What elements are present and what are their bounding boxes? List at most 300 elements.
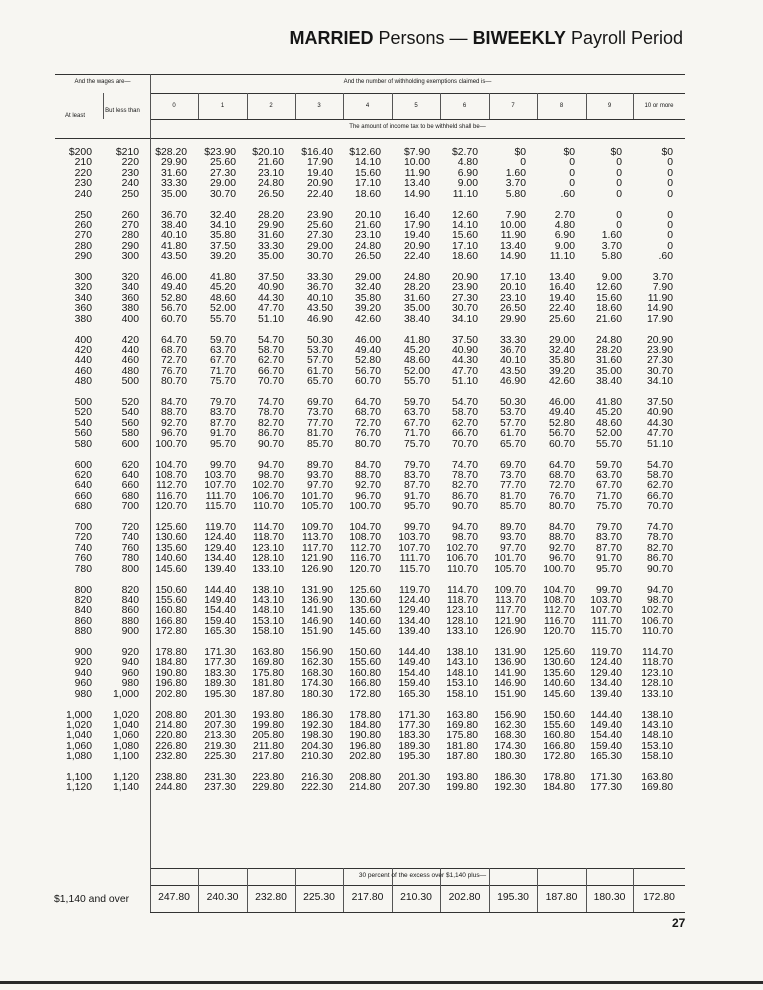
- but-less-than-cell: 600: [121, 438, 139, 450]
- tax-cell: 168.30: [301, 667, 333, 679]
- tax-cell: 199.80: [446, 782, 478, 794]
- tax-cell: 21.60: [354, 219, 381, 231]
- tax-cell: 29.00: [354, 272, 381, 283]
- tax-cell: 116.70: [155, 490, 187, 502]
- tax-cell: 79.70: [595, 522, 622, 533]
- at-least-cell: 1,080: [65, 751, 92, 763]
- tax-cell: 42.60: [548, 376, 575, 388]
- footer-value-cell: 210.30: [400, 892, 432, 903]
- tax-cell: 38.40: [403, 313, 430, 325]
- tax-cell: 6.90: [457, 167, 478, 179]
- tax-cell: 0: [667, 209, 673, 221]
- tax-cell: 16.40: [403, 209, 430, 221]
- tax-cell: 31.60: [160, 167, 187, 179]
- tax-cell: 0: [667, 188, 673, 200]
- tax-cell: 67.70: [209, 355, 236, 367]
- tax-cell: 54.70: [257, 334, 284, 346]
- tax-cell: 73.70: [306, 407, 333, 419]
- tax-cell: 35.80: [548, 355, 575, 367]
- tax-cell: 17.90: [403, 219, 430, 231]
- tax-cell: 177.30: [398, 719, 430, 731]
- tax-cell: 13.40: [548, 272, 575, 283]
- tax-cell: 40.90: [646, 407, 673, 419]
- tax-cell: 108.70: [543, 594, 575, 606]
- tax-cell: 43.50: [499, 365, 526, 377]
- tax-cell: 19.40: [403, 230, 430, 242]
- tax-cell: 231.30: [204, 772, 236, 783]
- tax-cell: 38.40: [160, 219, 187, 231]
- but-less-than-cell: 400: [121, 313, 139, 325]
- tax-cell: 36.70: [160, 209, 187, 221]
- footer-value-cell: 172.80: [643, 892, 675, 903]
- tax-cell: 11.90: [647, 292, 673, 304]
- column-header: 8: [559, 103, 564, 109]
- tax-cell: 27.30: [209, 167, 236, 179]
- tax-cell: 125.60: [543, 647, 575, 658]
- but-less-than-cell: 290: [121, 240, 139, 252]
- tax-cell: 187.80: [446, 751, 478, 763]
- tax-cell: 158.10: [641, 751, 673, 763]
- tax-cell: 7.90: [505, 209, 526, 221]
- tax-cell: 140.60: [155, 553, 187, 565]
- title-married: MARRIED: [289, 28, 374, 48]
- tax-cell: 30.70: [646, 365, 673, 377]
- tax-cell: 103.70: [398, 532, 430, 544]
- tax-cell: 183.30: [398, 730, 430, 742]
- tax-cell: 80.70: [160, 376, 187, 388]
- tax-cell: 72.70: [354, 417, 381, 429]
- tax-cell: 0: [667, 178, 673, 190]
- tax-cell: 0: [520, 157, 526, 169]
- tax-cell: 27.30: [306, 230, 333, 242]
- footer-value-cell: 180.30: [593, 892, 626, 903]
- tax-cell: 79.70: [209, 397, 236, 408]
- tax-cell: 33.30: [257, 240, 284, 252]
- tax-cell: 190.80: [155, 667, 187, 679]
- but-less-than-cell: 1,060: [112, 730, 139, 742]
- tax-cell: 33.30: [499, 334, 526, 346]
- tax-cell: 64.70: [160, 334, 187, 346]
- tax-cell: 145.60: [543, 688, 575, 700]
- tax-cell: 138.10: [252, 584, 284, 596]
- tax-cell: 158.10: [446, 688, 478, 700]
- tax-cell: 76.70: [548, 490, 575, 502]
- header-wages-are: And the wages are—: [74, 79, 131, 85]
- tax-cell: 101.70: [494, 553, 526, 565]
- tax-cell: 151.90: [301, 626, 333, 638]
- tax-cell: 2.70: [554, 209, 575, 221]
- tax-cell: 146.90: [301, 615, 333, 627]
- but-less-than-cell: 1,100: [112, 751, 139, 763]
- tax-cell: 4.80: [554, 219, 575, 231]
- tax-cell: 96.70: [354, 490, 381, 502]
- tax-cell: 177.30: [204, 657, 236, 669]
- tax-cell: 14.10: [451, 219, 478, 231]
- tax-cell: 169.80: [446, 719, 478, 731]
- at-least-cell: 780: [74, 563, 92, 575]
- tax-cell: 54.70: [451, 397, 478, 408]
- tax-cell: 113.70: [494, 594, 526, 606]
- but-less-than-cell: 260: [121, 209, 139, 221]
- tax-cell: 11.90: [500, 230, 526, 242]
- tax-cell: 95.70: [209, 438, 236, 450]
- tax-cell: 24.80: [403, 272, 430, 283]
- but-less-than-cell: 500: [121, 376, 139, 388]
- tax-cell: 45.20: [595, 407, 622, 419]
- tax-cell: 100.70: [543, 563, 575, 575]
- tax-cell: 120.70: [543, 626, 575, 638]
- tax-cell: 9.00: [554, 240, 575, 252]
- column-header: 1: [220, 103, 225, 109]
- tax-cell: 61.70: [499, 428, 526, 440]
- tax-cell: 68.70: [548, 469, 575, 481]
- at-least-cell: 560: [74, 428, 92, 440]
- tax-cell: 78.70: [257, 407, 284, 419]
- title-biweekly: BIWEEKLY: [472, 28, 566, 48]
- tax-cell: 23.10: [257, 167, 284, 179]
- tax-cell: 88.70: [354, 469, 381, 481]
- tax-cell: 35.00: [160, 188, 187, 200]
- tax-cell: 195.30: [398, 751, 430, 763]
- tax-cell: 139.40: [204, 563, 236, 575]
- at-least-cell: 480: [74, 376, 92, 388]
- tax-cell: 79.70: [403, 459, 430, 471]
- footer-label: $1,140 and over: [54, 894, 130, 905]
- footer-value-cell: 202.80: [448, 892, 481, 903]
- tax-cell: 20.90: [451, 272, 478, 283]
- tax-cell: 107.70: [590, 605, 622, 617]
- tax-cell: 181.80: [446, 740, 478, 752]
- tax-cell: 40.90: [257, 282, 284, 294]
- tax-cell: 133.10: [252, 563, 284, 575]
- tax-cell: 90.70: [257, 438, 284, 450]
- at-least-cell: 1,060: [65, 740, 92, 752]
- tax-cell: 46.00: [160, 272, 187, 283]
- tax-cell: 64.70: [354, 397, 381, 408]
- tax-cell: 171.30: [204, 647, 236, 658]
- tax-cell: 101.70: [301, 490, 333, 502]
- tax-cell: 46.90: [499, 376, 526, 388]
- at-least-cell: 520: [74, 407, 92, 419]
- tax-cell: 115.70: [398, 563, 430, 575]
- tax-cell: 50.30: [306, 334, 333, 346]
- tax-cell: 75.70: [595, 501, 622, 513]
- footer-bottom-rule: [150, 912, 685, 913]
- tax-cell: 139.40: [398, 626, 430, 638]
- tax-cell: 68.70: [160, 344, 187, 356]
- tax-cell: 87.70: [403, 480, 430, 492]
- tax-cell: 29.90: [257, 219, 284, 231]
- tax-cell: 192.30: [494, 782, 526, 794]
- tax-cell: 52.80: [160, 292, 187, 304]
- but-less-than-cell: 960: [121, 667, 139, 679]
- but-less-than-cell: $210: [115, 147, 139, 158]
- tax-cell: 100.70: [349, 501, 381, 513]
- tax-cell: 9.00: [601, 272, 622, 283]
- tax-cell: 112.70: [155, 480, 187, 492]
- tax-cell: 17.10: [451, 240, 478, 252]
- but-less-than-cell: 860: [121, 605, 139, 617]
- tax-cell: 159.40: [204, 615, 236, 627]
- tax-cell: 144.40: [204, 584, 236, 596]
- tax-cell: 72.70: [548, 480, 575, 492]
- but-less-than-cell: 380: [121, 303, 139, 315]
- tax-cell: 37.50: [646, 397, 673, 408]
- tax-cell: 52.80: [354, 355, 381, 367]
- tax-cell: 36.70: [499, 344, 526, 356]
- tax-cell: 106.70: [641, 615, 673, 627]
- tax-cell: 155.60: [543, 719, 575, 731]
- tax-cell: 98.70: [646, 594, 673, 606]
- tax-cell: 76.70: [160, 365, 187, 377]
- at-least-cell: 230: [74, 178, 92, 190]
- tax-cell: 110.70: [252, 501, 284, 513]
- tax-cell: 65.70: [499, 438, 526, 450]
- tax-cell: 207.30: [398, 782, 430, 794]
- tax-cell: 196.80: [155, 678, 187, 690]
- at-least-cell: 680: [74, 501, 92, 513]
- tax-cell: 225.30: [204, 751, 236, 763]
- tax-cell: 46.90: [306, 313, 333, 325]
- tax-cell: $16.40: [301, 147, 333, 158]
- tax-cell: 223.80: [252, 772, 284, 783]
- tax-cell: 55.70: [209, 313, 236, 325]
- column-header: 9: [607, 103, 612, 109]
- tax-cell: 18.60: [451, 251, 478, 263]
- tax-cell: 110.70: [641, 626, 673, 638]
- tax-cell: 19.40: [548, 292, 575, 304]
- column-header: 0: [172, 103, 176, 109]
- tax-cell: 116.70: [543, 615, 575, 627]
- tax-cell: 186.30: [301, 709, 333, 721]
- tax-cell: 198.30: [301, 730, 333, 742]
- tax-cell: 50.30: [499, 397, 526, 408]
- at-least-cell: 460: [74, 365, 92, 377]
- but-less-than-cell: 220: [121, 157, 139, 169]
- tax-cell: 66.70: [257, 365, 284, 377]
- tax-cell: 14.90: [646, 303, 673, 315]
- tax-cell: 5.80: [505, 188, 526, 200]
- tax-cell: 41.80: [160, 240, 187, 252]
- tax-cell: 9.00: [457, 178, 478, 190]
- at-least-cell: 900: [74, 647, 92, 658]
- tax-cell: 183.30: [204, 667, 236, 679]
- tax-cell: 67.70: [403, 417, 430, 429]
- tax-cell: 128.10: [252, 553, 284, 565]
- tax-cell: 103.70: [590, 594, 622, 606]
- tax-cell: 59.70: [209, 334, 236, 346]
- but-less-than-cell: 620: [121, 459, 139, 471]
- tax-cell: 27.30: [451, 292, 478, 304]
- tax-cell: 3.70: [601, 240, 622, 252]
- bottom-edge-rule: [0, 981, 763, 984]
- at-least-cell: 740: [74, 542, 92, 554]
- tax-cell: 92.70: [160, 417, 187, 429]
- tax-cell: 32.40: [209, 209, 236, 221]
- tax-cell: 34.10: [646, 376, 673, 388]
- title-payroll-period: Payroll Period: [570, 28, 683, 48]
- tax-cell: 57.70: [499, 417, 526, 429]
- tax-cell: 33.30: [306, 272, 333, 283]
- tax-cell: 229.80: [252, 782, 284, 794]
- but-less-than-cell: 280: [121, 230, 139, 242]
- tax-cell: 153.10: [446, 678, 478, 690]
- tax-cell: 180.30: [494, 751, 526, 763]
- tax-cell: 169.80: [252, 657, 284, 669]
- tax-cell: 74.70: [451, 459, 478, 471]
- tax-cell: 76.70: [354, 428, 381, 440]
- tax-cell: 66.70: [646, 490, 673, 502]
- but-less-than-cell: 700: [121, 501, 139, 513]
- tax-cell: 154.40: [590, 730, 622, 742]
- tax-cell: 30.70: [209, 188, 236, 200]
- tax-cell: 51.10: [451, 376, 478, 388]
- column-header: 6: [462, 103, 467, 109]
- tax-cell: 220.80: [155, 730, 187, 742]
- but-less-than-cell: 1,000: [112, 688, 139, 700]
- tax-cell: 162.30: [494, 719, 526, 731]
- tax-cell: 62.70: [451, 417, 478, 429]
- tax-cell: 87.70: [595, 542, 622, 554]
- tax-cell: 105.70: [494, 563, 526, 575]
- tax-cell: 49.40: [548, 407, 575, 419]
- tax-cell: 208.80: [155, 709, 187, 721]
- tax-cell: 190.80: [349, 730, 381, 742]
- tax-cell: 0: [667, 240, 673, 252]
- tax-cell: 196.80: [349, 740, 381, 752]
- tax-cell: 11.10: [549, 251, 575, 263]
- tax-cell: 80.70: [548, 501, 575, 513]
- tax-cell: 89.70: [499, 522, 526, 533]
- tax-cell: 61.70: [306, 365, 333, 377]
- tax-cell: 14.10: [354, 157, 381, 169]
- tax-cell: 51.10: [257, 313, 284, 325]
- tax-cell: 44.30: [646, 417, 673, 429]
- tax-cell: 48.60: [209, 292, 236, 304]
- tax-cell: 66.70: [451, 428, 478, 440]
- tax-cell: 23.90: [451, 282, 478, 294]
- tax-cell: 125.60: [349, 584, 381, 596]
- tax-cell: 201.30: [398, 772, 430, 783]
- tax-cell: 17.10: [499, 272, 526, 283]
- tax-cell: 143.10: [446, 657, 478, 669]
- tax-cell: 73.70: [499, 469, 526, 481]
- column-header: 7: [511, 103, 515, 109]
- tax-cell: 219.30: [204, 740, 236, 752]
- but-less-than-cell: 820: [121, 584, 139, 596]
- column-header: 5: [414, 103, 418, 109]
- footer-top-rule: [150, 868, 685, 869]
- tax-cell: 102.70: [252, 480, 284, 492]
- tax-cell: 226.80: [155, 740, 187, 752]
- but-less-than-cell: 1,080: [112, 740, 139, 752]
- tax-cell: 1.60: [505, 167, 526, 179]
- tax-cell: 104.70: [349, 522, 381, 533]
- tax-cell: 108.70: [349, 532, 381, 544]
- footer-value-cell: 232.80: [255, 892, 287, 903]
- tax-cell: 99.70: [209, 459, 236, 471]
- tax-cell: 35.00: [403, 303, 430, 315]
- tax-cell: 28.20: [595, 344, 622, 356]
- column-header: 10 or more: [644, 103, 674, 109]
- tax-cell: 210.30: [301, 751, 333, 763]
- tax-cell: 238.80: [155, 772, 187, 783]
- tax-cell: 117.70: [494, 605, 526, 617]
- tax-cell: 217.80: [252, 751, 284, 763]
- tax-cell: 94.70: [646, 584, 673, 596]
- tax-cell: 4.80: [457, 157, 478, 169]
- tax-cell: 25.60: [548, 313, 575, 325]
- tax-cell: 141.90: [494, 667, 526, 679]
- tax-cell: 29.00: [548, 334, 575, 346]
- tax-cell: 115.70: [590, 626, 622, 638]
- tax-cell: 149.40: [398, 657, 430, 669]
- tax-cell: 0: [616, 167, 622, 179]
- tax-cell: 156.90: [301, 647, 333, 658]
- footer-excess-note: 30 percent of the excess over $1,140 plus—: [358, 872, 487, 879]
- tax-cell: 88.70: [548, 532, 575, 544]
- tax-cell: $20.10: [252, 147, 284, 158]
- tax-cell: 19.40: [306, 167, 333, 179]
- but-less-than-cell: 980: [121, 678, 139, 690]
- tax-cell: 160.80: [155, 605, 187, 617]
- tax-cell: 187.80: [252, 688, 284, 700]
- tax-cell: 112.70: [543, 605, 575, 617]
- tax-cell: 70.70: [451, 438, 478, 450]
- tax-cell: 98.70: [451, 532, 478, 544]
- title-persons: Persons —: [378, 28, 468, 48]
- tax-cell: 129.40: [204, 542, 236, 554]
- tax-cell: 128.10: [446, 615, 478, 627]
- tax-cell: 121.90: [301, 553, 333, 565]
- tax-cell: 106.70: [446, 553, 478, 565]
- tax-cell: 44.30: [257, 292, 284, 304]
- tax-cell: 37.50: [451, 334, 478, 346]
- tax-cell: 59.70: [595, 459, 622, 471]
- tax-cell: 184.80: [155, 657, 187, 669]
- tax-cell: 84.70: [548, 522, 575, 533]
- tax-cell: 120.70: [349, 563, 381, 575]
- tax-cell: 208.80: [349, 772, 381, 783]
- tax-cell: 136.90: [301, 594, 333, 606]
- tax-cell: 31.60: [595, 355, 622, 367]
- tax-cell: 77.70: [499, 480, 526, 492]
- but-less-than-cell: 940: [121, 657, 139, 669]
- tax-cell: 192.30: [301, 719, 333, 731]
- tax-cell: .60: [560, 188, 575, 200]
- tax-cell: 72.70: [160, 355, 187, 367]
- tax-cell: 165.30: [204, 626, 236, 638]
- tax-cell: 131.90: [494, 647, 526, 658]
- tax-cell: 124.40: [398, 594, 430, 606]
- tax-cell: 123.10: [641, 667, 673, 679]
- tax-cell: 78.70: [451, 469, 478, 481]
- tax-cell: 21.60: [595, 313, 622, 325]
- but-less-than-cell: 1,020: [112, 709, 139, 721]
- tax-cell: 205.80: [252, 730, 284, 742]
- at-least-cell: 920: [74, 657, 92, 669]
- tax-cell: 121.90: [494, 615, 526, 627]
- tax-cell: 114.70: [252, 522, 284, 533]
- tax-cell: 43.50: [160, 251, 187, 263]
- tax-cell: 13.40: [499, 240, 526, 252]
- at-least-cell: 840: [74, 605, 92, 617]
- header-but-less-than: But less than: [105, 108, 140, 114]
- tax-cell: 201.30: [204, 709, 236, 721]
- tax-cell: 136.90: [494, 657, 526, 669]
- tax-cell: 155.60: [155, 594, 187, 606]
- tax-cell: 207.30: [204, 719, 236, 731]
